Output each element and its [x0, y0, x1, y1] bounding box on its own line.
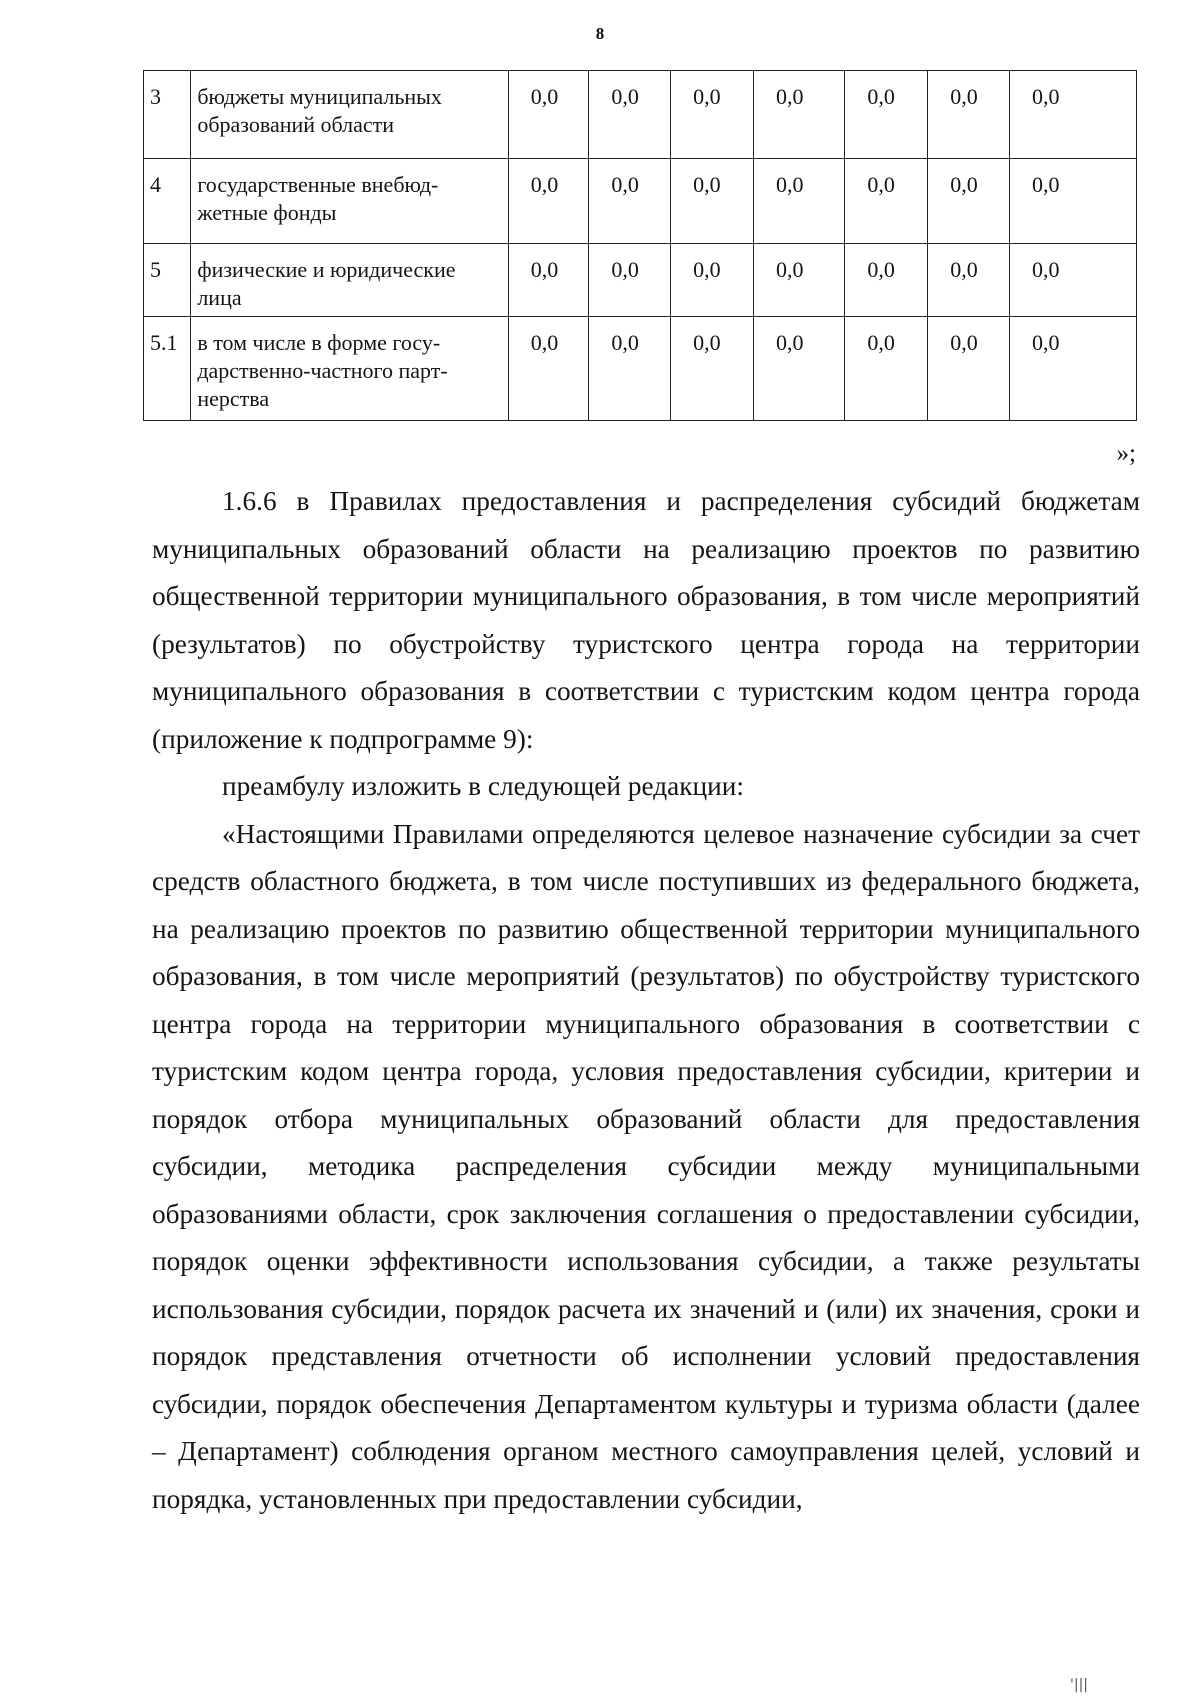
- row-value: 0,0: [671, 71, 754, 159]
- row-value: 0,0: [671, 244, 754, 317]
- row-value: 0,0: [845, 71, 928, 159]
- funding-table-body: [144, 71, 1137, 421]
- paragraph-preamble-text: «Настоящими Правилами определяются целевое назначение субсидии за счет средств областного бюджета, в том числе поступивших из федерального бюджета, на реализацию проектов по развитию общественной территории муниципального образования, в том числе мероприятий (результатов) по обустройству туристского центра города на территории муниципального образования в соответствии с туристским кодом центра города, условия предоставления субсидии, критерии и порядок отбора муниципальных образований области для предоставления субсидии, методика распределения субсидии между муниципальными образованиями области, срок заключения соглашения о предоставлении субсидии, порядок оценки эффективности использования субсидии, а также результаты использования субсидии, порядок расчета их значений и (или) их значения, сроки и порядок представления отчетности об исполнении условий предоставления субсидии, порядок обеспечения Департаментом культуры и туризма области (далее – Департамент) соблюдения органом местного самоуправления целей, условий и порядка, установленных при предоставлении субсидии,: [152, 818, 1140, 1514]
- row-value: 0,0: [845, 317, 928, 421]
- row-value: 0,0: [589, 71, 671, 159]
- row-value: 0,0: [845, 159, 928, 244]
- row-value: 0,0: [753, 244, 844, 317]
- table-row: [144, 317, 1137, 421]
- row-number: 4: [144, 159, 191, 244]
- row-value: 0,0: [928, 317, 1010, 421]
- row-value: 0,0: [1009, 244, 1136, 317]
- row-value: 0,0: [753, 317, 844, 421]
- paragraph-instruction: преамбулу изложить в следующей редакции:: [222, 771, 744, 801]
- row-value: 0,0: [589, 317, 671, 421]
- row-value: 0,0: [928, 159, 1010, 244]
- table-row: [144, 159, 1137, 244]
- row-value: 0,0: [589, 244, 671, 317]
- row-value: 0,0: [1009, 71, 1136, 159]
- row-number: 3: [144, 71, 191, 159]
- row-value: 0,0: [508, 159, 589, 244]
- table-row: [144, 71, 1137, 159]
- row-label: бюджеты муниципальных образований области: [191, 71, 508, 159]
- body-text: [152, 478, 1140, 1523]
- row-value: 0,0: [1009, 159, 1136, 244]
- row-value: 0,0: [671, 317, 754, 421]
- row-value: 0,0: [508, 71, 589, 159]
- row-value: 0,0: [753, 159, 844, 244]
- row-value: 0,0: [753, 71, 844, 159]
- paragraph-amendment-item: 1.6.6 в Правилах предоставления и распределения субсидий бюджетам муниципальных образований области на реализацию проектов по развитию общественной территории муниципального образования, в том числе мероприятий (результатов) по обустройству туристского центра города на территории муниципального образования в соответствии с туристским кодом центра города (приложение к подпрограмме 9):: [152, 486, 1140, 754]
- funding-table: [143, 70, 1137, 421]
- scan-mark: '|||: [1070, 1677, 1088, 1693]
- row-value: 0,0: [508, 317, 589, 421]
- row-value: 0,0: [928, 244, 1010, 317]
- row-value: 0,0: [671, 159, 754, 244]
- row-label: в том числе в форме госу-дарственно-частного парт-нерства: [191, 317, 508, 421]
- row-value: 0,0: [508, 244, 589, 317]
- row-value: 0,0: [928, 71, 1010, 159]
- row-value: 0,0: [1009, 317, 1136, 421]
- row-value: 0,0: [589, 159, 671, 244]
- row-number: 5.1: [144, 317, 191, 421]
- closing-quote: »;: [1116, 440, 1136, 467]
- row-value: 0,0: [845, 244, 928, 317]
- table-row: [144, 244, 1137, 317]
- page-number: 8: [595, 24, 605, 43]
- row-label: физические и юридические лица: [191, 244, 508, 317]
- row-label: государственные внебюд-жетные фонды: [191, 159, 508, 244]
- row-number: 5: [144, 244, 191, 317]
